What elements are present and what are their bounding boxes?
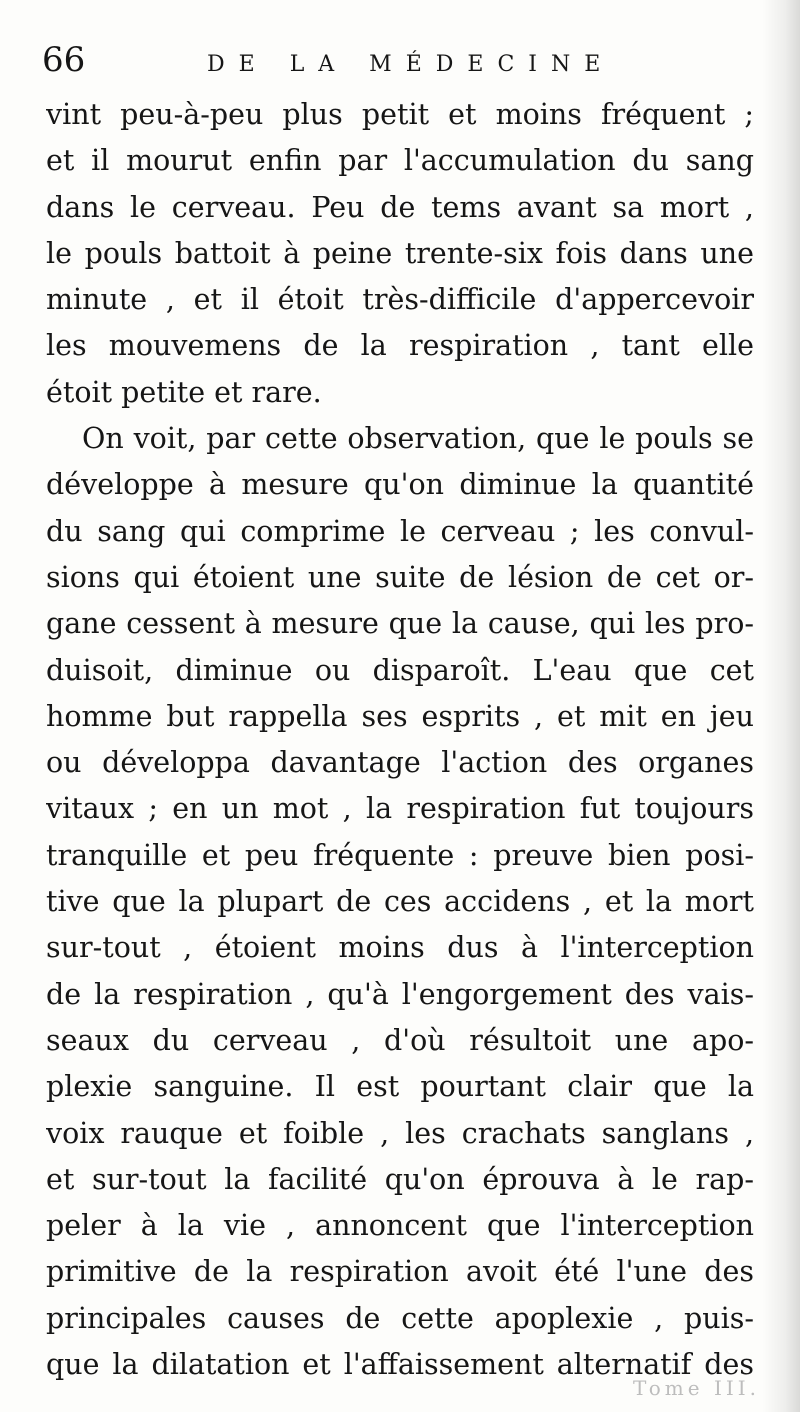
text-line: sur-tout , étoient moins dus à l'interception xyxy=(46,931,754,965)
page-number: 66 xyxy=(42,40,86,80)
text-line: dans le cerveau. Peu de tems avant sa mort , xyxy=(46,190,754,224)
text-line: et il mourut enfin par l'accumulation du sang xyxy=(46,144,754,178)
binding-shadow xyxy=(762,0,800,1412)
text-line: que la dilatation et l'affaissement alternatif des xyxy=(46,1348,754,1382)
text-line: tranquille et peu fréquente : preuve bien posi- xyxy=(46,838,754,872)
signature-mark: Tome III. xyxy=(632,1376,760,1400)
text-line: les mouvemens de la respiration , tant elle xyxy=(46,329,754,363)
body-text xyxy=(46,92,754,1388)
text-line-paragraph-start: On voit, par cette observation, que le pouls se xyxy=(82,422,754,456)
text-line-paragraph-end: étoit petite et rare. xyxy=(46,375,322,409)
text-line: plexie sanguine. Il est pourtant clair que la xyxy=(46,1070,754,1104)
text-line: gane cessent à mesure que la cause, qui les pro- xyxy=(46,607,754,641)
text-line: primitive de la respiration avoit été l'une des xyxy=(46,1255,754,1289)
text-line: vitaux ; en un mot , la respiration fut toujours xyxy=(46,792,754,826)
text-line: homme but rappella ses esprits , et mit en jeu xyxy=(46,699,754,733)
text-line: voix rauque et foible , les crachats sanglans , xyxy=(46,1116,754,1150)
text-line: de la respiration , qu'à l'engorgement des vais- xyxy=(46,977,754,1011)
text-line: et sur-tout la facilité qu'on éprouva à le rap- xyxy=(46,1162,754,1196)
text-line: le pouls battoit à peine trente-six fois dans une xyxy=(46,236,754,270)
running-head: DE LA MÉDECINE xyxy=(207,52,615,77)
text-line: sions qui étoient une suite de lésion de cet or- xyxy=(46,560,754,594)
text-line: principales causes de cette apoplexie , puis- xyxy=(46,1301,754,1335)
text-line: du sang qui comprime le cerveau ; les convul- xyxy=(46,514,754,548)
text-line: seaux du cerveau , d'où résultoit une apo- xyxy=(46,1023,754,1057)
text-line: développe à mesure qu'on diminue la quantité xyxy=(46,468,754,502)
text-line: ou développa davantage l'action des organes xyxy=(46,746,754,780)
text-line: tive que la plupart de ces accidens , et la mort xyxy=(46,885,754,919)
page-header xyxy=(42,40,752,88)
text-line: vint peu-à-peu plus petit et moins fréquent ; xyxy=(46,98,754,131)
text-line: peler à la vie , annoncent que l'interception xyxy=(46,1209,754,1243)
text-line: minute , et il étoit très-difficile d'appercevoir xyxy=(46,283,754,317)
text-line: duisoit, diminue ou disparoît. L'eau que cet xyxy=(46,653,754,687)
